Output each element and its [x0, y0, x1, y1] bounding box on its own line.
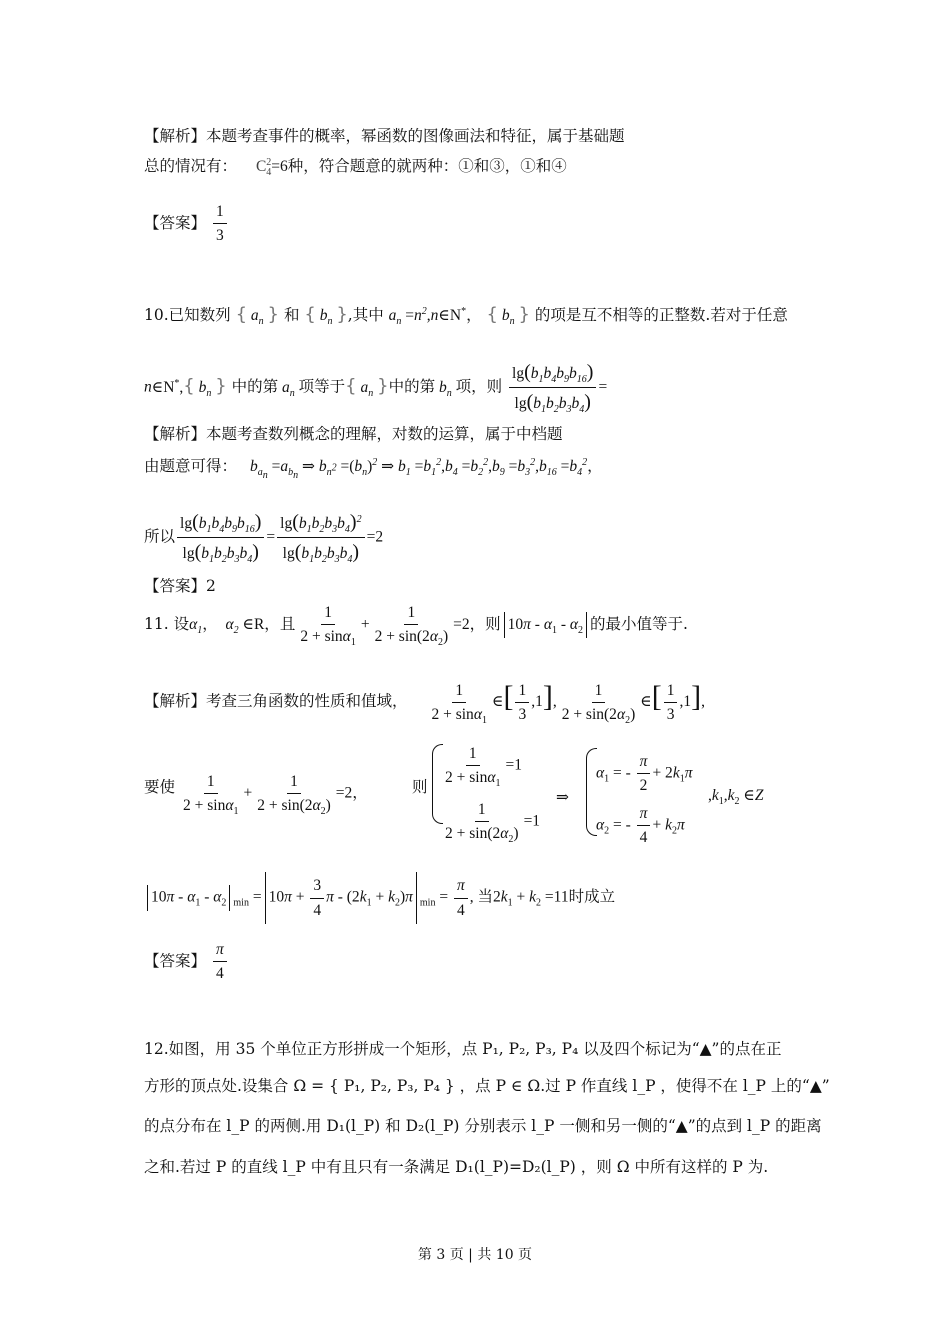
- q10-answer-line: [144, 577, 216, 596]
- q11-make-prefix: 要使: [144, 778, 176, 796]
- q10-l2b: 项等于: [298, 377, 346, 396]
- frac-den: 4: [215, 965, 224, 983]
- q9-total-line: [144, 156, 567, 179]
- q11-answer-line: [144, 940, 229, 984]
- comb-letter: C: [255, 158, 267, 175]
- comb-sub: 4: [266, 167, 272, 179]
- q11-stem-end: 的最小值等于.: [590, 614, 688, 633]
- page-footer: 第 3 页 | 共 10 页: [417, 1247, 533, 1263]
- comb-sup: 2: [266, 156, 272, 168]
- implies-arrow: ⇒: [556, 789, 569, 806]
- q11-analysis-line: 【解析】考查三角函数的性质和值域， $\frac{1}{2 + \sin\alpha_1}$ ∈[ $\frac{1}{3}$ ,1], $\frac{1}{2 + \sin(2\alpha_2)}$ ∈[ $\frac{1}{3}$ ,1],: [144, 680, 705, 727]
- q10-stem-where: ,其中: [347, 306, 384, 324]
- q9-total-suffix: 种，符合题意的就两种：①和③，①和④: [287, 157, 567, 175]
- q11-holds: 时成立: [568, 887, 616, 906]
- q10-derive-prefix: 由题意可得：: [144, 457, 238, 475]
- analysis-tag: 【解析】: [144, 127, 207, 145]
- q10-l2c: 中的第: [388, 377, 436, 396]
- q9-answer-line: [144, 202, 229, 246]
- frac-num: 1: [213, 202, 227, 224]
- min-sub: min: [233, 897, 249, 909]
- q10-analysis-line: [144, 425, 563, 444]
- q10-stem-and: 和: [283, 306, 300, 324]
- q10-l2d: 项，则: [455, 377, 503, 396]
- q11-make-line: [144, 778, 175, 797]
- q12-line3: 的点分布在 l_P 的两侧.用 D₁(l_P) 和 D₂(l_P) 分别表示 l_P 一侧和另一侧的“▲”的点到 l_P 的距离: [144, 1117, 822, 1135]
- q12-line2: 方形的顶点处.设集合 Ω = { P₁, P₂, P₃, P₄ } ，点 P ∈ Ω.过 P 作直线 l_P ，使得不在 l_P 上的“▲”: [144, 1077, 830, 1095]
- q11-sol2: $\alpha_2$ = - $\frac{\pi}{4}$ + $k_2\pi$: [596, 805, 685, 847]
- q10-answer: 2: [206, 577, 216, 595]
- analysis-tag: 【解析】: [144, 692, 207, 710]
- q11-stem-and: 且: [279, 614, 296, 633]
- q11-system-eq1: $\frac{1}{2 + \sin\alpha_1}$ =1: [445, 745, 522, 790]
- q11-make-expr: $\frac{1}{2 + \sin\alpha_1}$ + $\frac{1}{2 + \sin(2\alpha_2)}$ =2，: [183, 773, 368, 818]
- q9-analysis-line: [144, 127, 625, 146]
- q10-def: $a_n$ $=n^2,n\in N^*$，: [388, 305, 482, 328]
- q10-stem-cond: 的项是互不相等的正整数.若对于任意: [534, 306, 788, 324]
- q11-system-eq2: $\frac{1}{2 + \sin(2\alpha_2)}$ =1: [445, 801, 541, 846]
- frac-num: π: [213, 940, 227, 962]
- q11-when-word: 当: [477, 887, 493, 906]
- q11-sol1: $\alpha_1$ = - $\frac{\pi}{2}$ + $2k_1\pi$: [596, 753, 693, 795]
- q11-min-line: $10\pi - \alpha_1 - \alpha_2$ $_{min}$ = 10π + $\frac{3}{4}$ $\pi - (2k_1 + k_2)\pi$ $_{min}$ = $\frac{\pi}{4}$ , 当$2k_1 + k_2 =11$时成立: [144, 872, 615, 924]
- q10-so-prefix: 所以: [144, 527, 176, 546]
- q12-line1: 12.如图，用 35 个单位正方形拼成一个矩形，点 P₁, P₂, P₃, P₄ 以及四个标记为“▲”的点在正: [144, 1040, 782, 1058]
- q10-log-fraction: $\frac{\lg(b_1b_4b_9b_{16})}{\lg(b_1b_2b_3b_4)}$: [509, 360, 596, 415]
- q9-total-eq: =6: [271, 158, 288, 175]
- q11-analysis-text: 考查三角函数的性质和值域，: [206, 692, 408, 710]
- q10-stem-line1: 10.已知数列 { $a_n$ } 和 { $b_n$ },其中 $a_n$ $=n^2,n\in N^*$， { $b_n$ } 的项是互不相等的正整数.若对于任意: [144, 304, 788, 328]
- q11-stem-num: 11. 设: [144, 614, 190, 633]
- q11-stem-line: 11. 设$\alpha_1$， $\alpha_2$ ∈R，且 $\frac{1}{2 + \sin\alpha_1}$ + $\frac{1}{2 + \sin(2\alpha_2)}$ =2，则 $10\pi - \alpha_1 - \alpha_2$ 的最小值等于.: [144, 604, 688, 649]
- q9-comb: [255, 156, 272, 179]
- q10-stem-p1: 10.已知数列: [144, 306, 231, 324]
- q10-stem-line2: n∈N*,{ $b_n$ } 中的第 $a_n$ 项等于{ $a_n$ }中的第 $b_n$ 项，则 $\frac{\lg(b_1b_4b_9b_{16})}{\lg(b_1b_2b_3b_4)}$ =: [144, 361, 608, 416]
- q10-l2-end: =: [598, 378, 608, 396]
- q11-stem-then: ，则: [469, 614, 501, 633]
- q10-derive-line: 由题意可得： $b_{a_n} =a_{b_n}$ ⇒ $b_{n^2} =(b_n)^2$ ⇒ $b_1 =b_1^2,b_4 =b_2^2,b_9 =b_3^2,b_{16} =b_4^2$，: [144, 456, 603, 482]
- q10-l2a: 中的第: [231, 377, 279, 396]
- q10-analysis-text: 本题考查数列概念的理解，对数的运算，属于中档题: [206, 425, 563, 443]
- q9-analysis-text: 本题考查事件的概率，幂函数的图像画法和特征，属于基础题: [206, 127, 625, 145]
- answer-tag: 【答案】: [144, 213, 207, 232]
- analysis-tag: 【解析】: [144, 425, 207, 443]
- q9-total-prefix: 总的情况有：: [144, 157, 238, 175]
- q12-line4: 之和.若过 P 的直线 l_P 中有且只有一条满足 D₁(l_P)=D₂(l_P) ，则 Ω 中所有这样的 P 为.: [144, 1158, 769, 1176]
- answer-tag: 【答案】: [144, 577, 207, 595]
- answer-tag: 【答案】: [144, 951, 207, 970]
- q11-then-word: 则: [412, 778, 428, 796]
- q10-so-line: 所以 $\frac{\lg(b_1b_4b_9b_{16})}{\lg(b_1b_2b_3b_4)}$ = $\frac{\lg(b_1b_2b_3b_4)^2}{\lg(b_1b_2b_3b_4)}$ =2: [144, 511, 384, 566]
- frac-den: 3: [215, 227, 224, 245]
- q9-answer-fraction: [213, 202, 227, 246]
- q11-kz: $,k_1,k_2$ ∈Z: [708, 787, 764, 808]
